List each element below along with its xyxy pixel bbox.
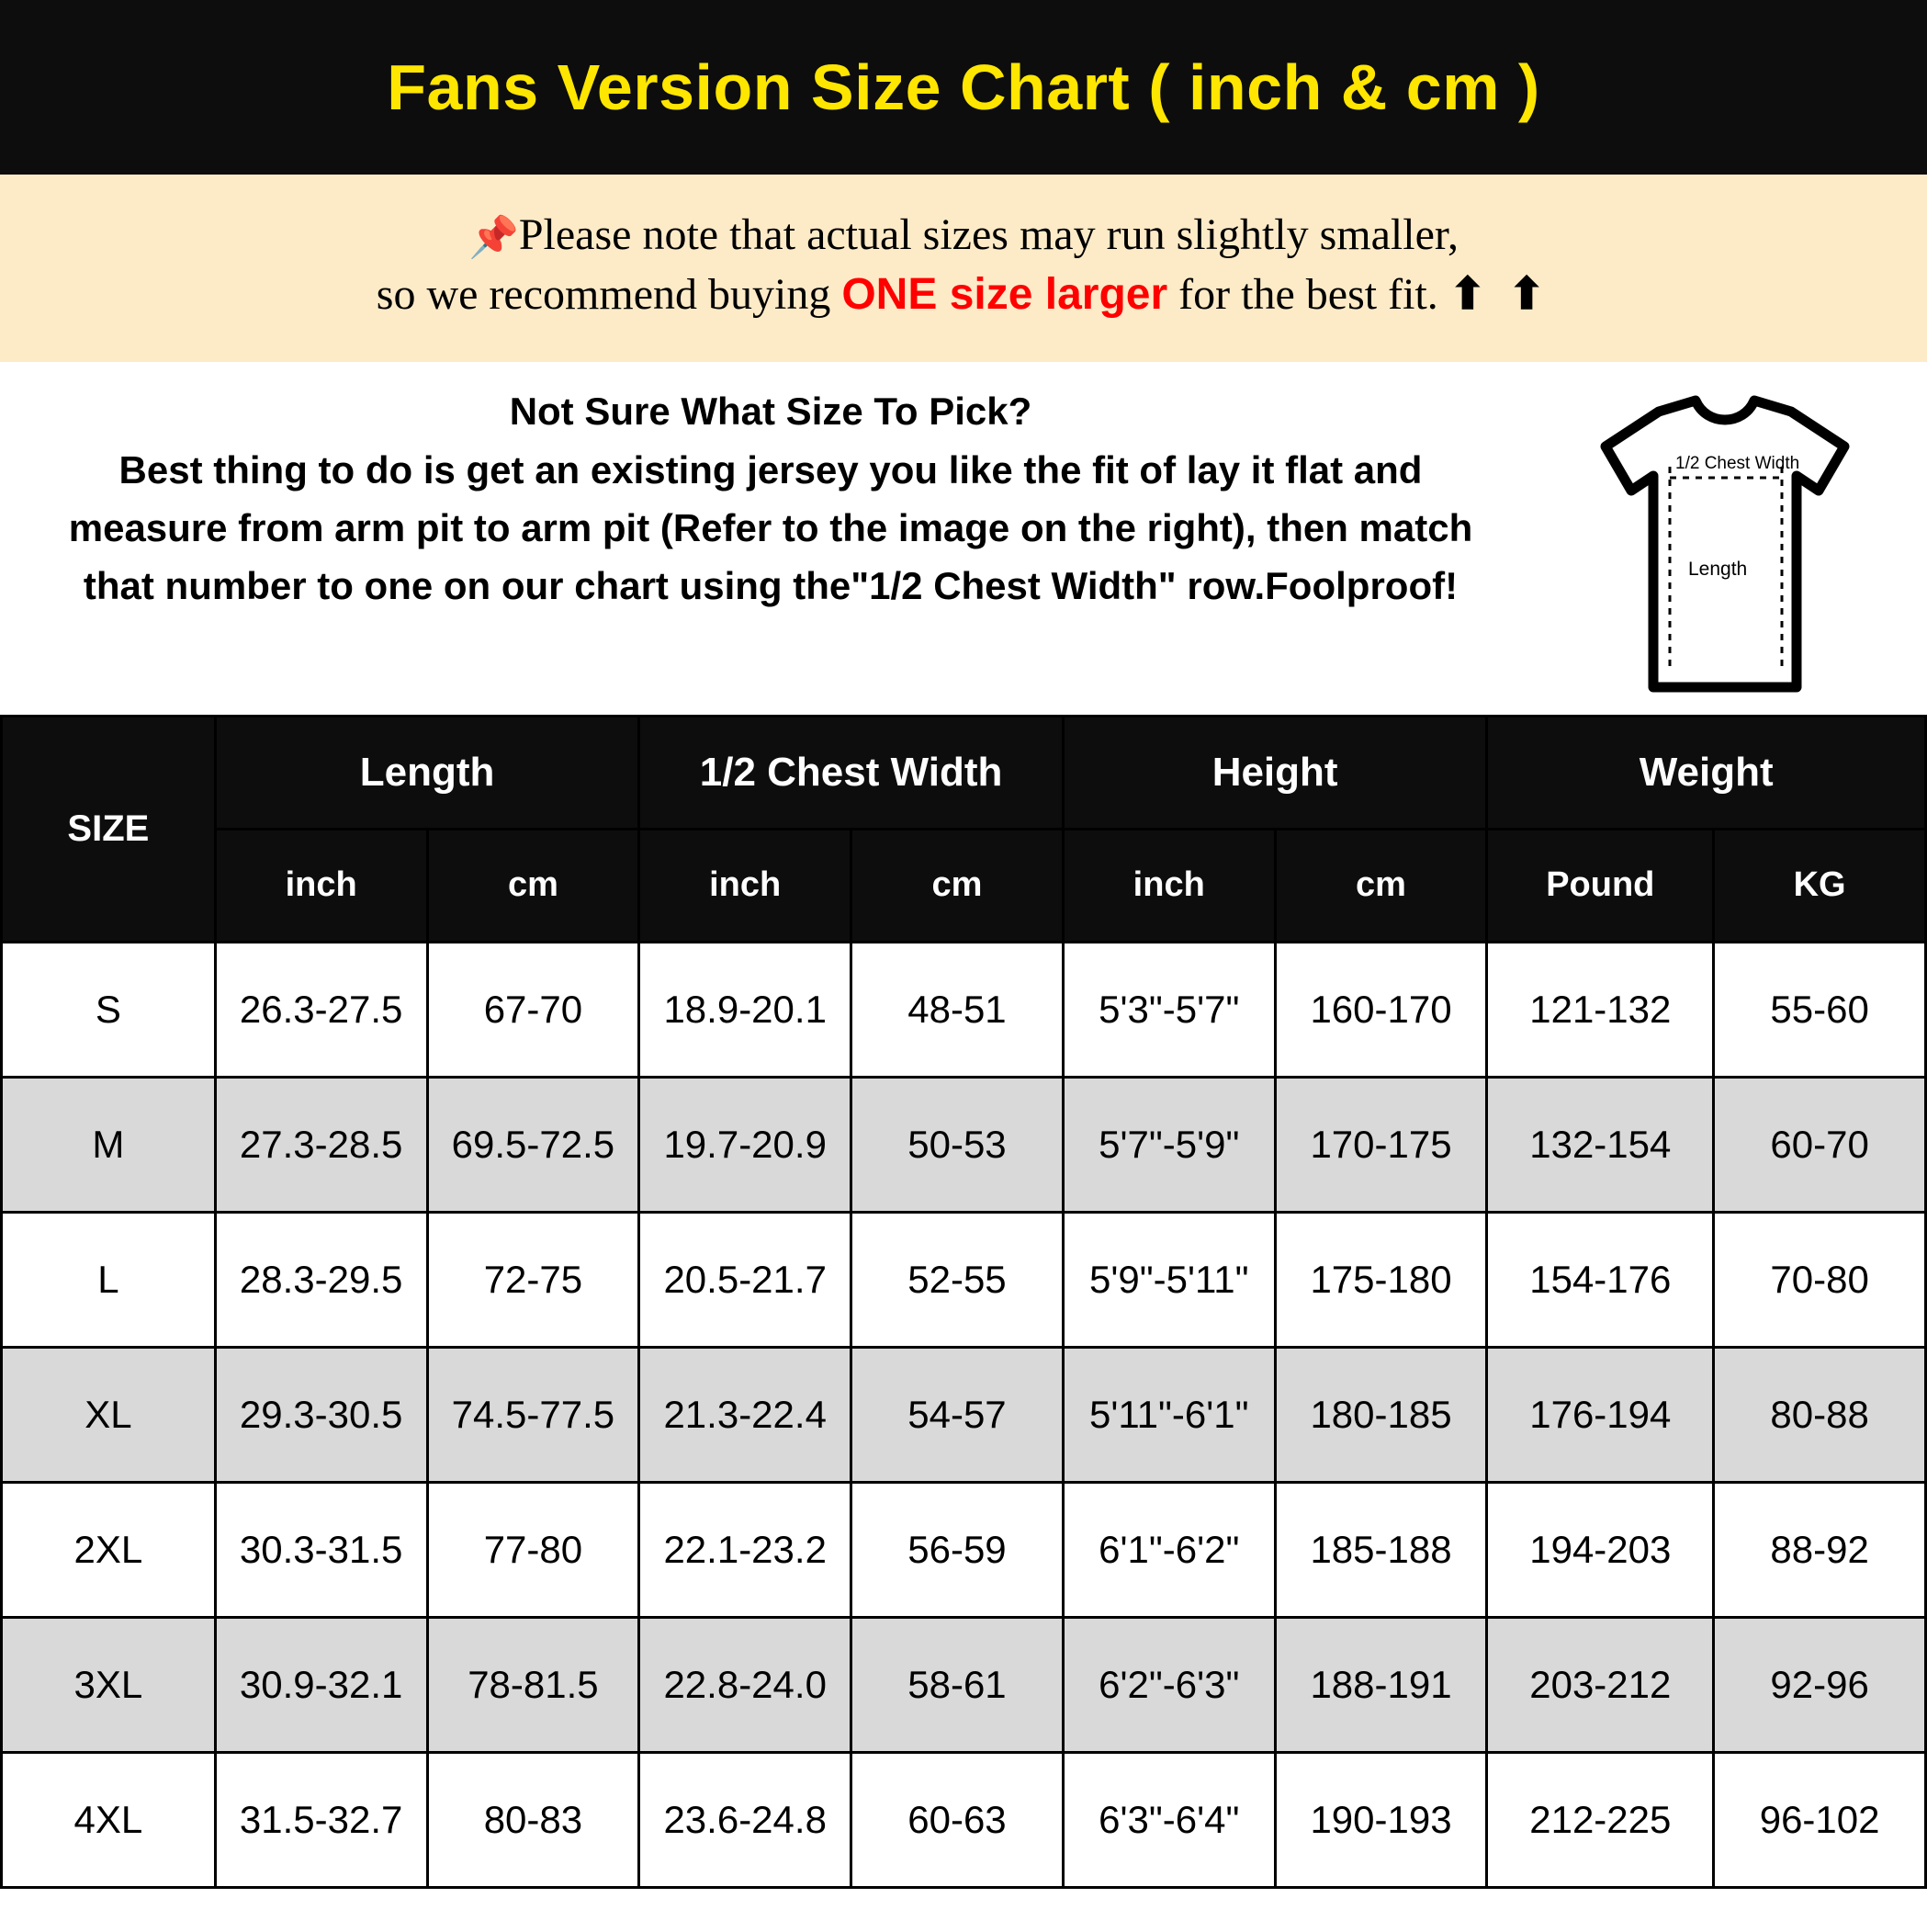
table-row: [2, 1617, 1926, 1752]
table-row: [2, 942, 1926, 1077]
info-body: Best thing to do is get an existing jersey you like the fit of lay it flat and measure from arm pit to arm pit (Refer to the image on the right), then match that number to one on our chart using the"1/2 Chest Width" row.Foolproof!: [68, 447, 1473, 607]
cell-chest-cm: 52-55: [851, 1212, 1064, 1347]
cell-length-inch: 27.3-28.5: [215, 1077, 427, 1212]
cell-weight-kg: 60-70: [1714, 1077, 1926, 1212]
cell-weight-kg: 80-88: [1714, 1347, 1926, 1482]
info-headline: Not Sure What Size To Pick?: [509, 389, 1032, 433]
cell-weight-kg: 55-60: [1714, 942, 1926, 1077]
subheader-length-inch: inch: [215, 829, 427, 942]
cell-length-inch: 29.3-30.5: [215, 1347, 427, 1482]
table-sub-header-row: [2, 829, 1926, 942]
cell-height-inch: 5'7"-5'9": [1063, 1077, 1275, 1212]
cell-height-inch: 6'2"-6'3": [1063, 1617, 1275, 1752]
cell-length-cm: 74.5-77.5: [427, 1347, 639, 1482]
cell-length-cm: 77-80: [427, 1482, 639, 1617]
cell-weight-pound: 212-225: [1487, 1752, 1714, 1887]
cell-length-inch: 28.3-29.5: [215, 1212, 427, 1347]
cell-height-inch: 6'3"-6'4": [1063, 1752, 1275, 1887]
table-row: [2, 1212, 1926, 1347]
cell-height-inch: 5'3"-5'7": [1063, 942, 1275, 1077]
cell-length-inch: 31.5-32.7: [215, 1752, 427, 1887]
header-chest-width: 1/2 Chest Width: [639, 716, 1064, 829]
note-text-2-before: so we recommend buying: [376, 269, 842, 319]
cell-length-cm: 69.5-72.5: [427, 1077, 639, 1212]
cell-length-cm: 80-83: [427, 1752, 639, 1887]
table-head: [2, 716, 1926, 942]
cell-weight-kg: 88-92: [1714, 1482, 1926, 1617]
cell-chest-inch: 21.3-22.4: [639, 1347, 851, 1482]
subheader-weight-pound: Pound: [1487, 829, 1714, 942]
cell-height-cm: 188-191: [1275, 1617, 1487, 1752]
header-length: Length: [215, 716, 639, 829]
size-chart-table: [0, 715, 1927, 1889]
header-weight: Weight: [1487, 716, 1926, 829]
subheader-length-cm: cm: [427, 829, 639, 942]
table-row: [2, 1077, 1926, 1212]
cell-height-inch: 5'11"-6'1": [1063, 1347, 1275, 1482]
info-text: [0, 390, 1523, 615]
cell-size: M: [2, 1077, 216, 1212]
cell-weight-pound: 203-212: [1487, 1617, 1714, 1752]
chest-width-label: 1/2 Chest Width: [1675, 453, 1800, 473]
cell-size: 3XL: [2, 1617, 216, 1752]
header-height: Height: [1063, 716, 1487, 829]
table-body: [2, 942, 1926, 1887]
cell-length-inch: 26.3-27.5: [215, 942, 427, 1077]
cell-weight-pound: 176-194: [1487, 1347, 1714, 1482]
cell-weight-kg: 96-102: [1714, 1752, 1926, 1887]
cell-chest-cm: 54-57: [851, 1347, 1064, 1482]
cell-chest-inch: 19.7-20.9: [639, 1077, 851, 1212]
cell-height-cm: 175-180: [1275, 1212, 1487, 1347]
length-label: Length: [1688, 558, 1748, 580]
arrow-up-icon: ⬆ ⬆: [1448, 269, 1551, 319]
cell-weight-pound: 121-132: [1487, 942, 1714, 1077]
cell-length-cm: 72-75: [427, 1212, 639, 1347]
note-text-1: Please note that actual sizes may run slightly smaller,: [518, 210, 1459, 259]
cell-weight-pound: 132-154: [1487, 1077, 1714, 1212]
cell-size: 2XL: [2, 1482, 216, 1617]
cell-chest-inch: 23.6-24.8: [639, 1752, 851, 1887]
cell-size: 4XL: [2, 1752, 216, 1887]
tshirt-diagram: [1523, 390, 1927, 698]
header-size: SIZE: [2, 716, 216, 942]
cell-chest-inch: 22.1-23.2: [639, 1482, 851, 1617]
cell-height-cm: 185-188: [1275, 1482, 1487, 1617]
cell-height-cm: 180-185: [1275, 1347, 1487, 1482]
subheader-weight-kg: KG: [1714, 829, 1926, 942]
note-text-2-after: for the best fit.: [1167, 269, 1438, 319]
table-group-header-row: [2, 716, 1926, 829]
cell-chest-cm: 58-61: [851, 1617, 1064, 1752]
cell-chest-cm: 60-63: [851, 1752, 1064, 1887]
cell-size: L: [2, 1212, 216, 1347]
table-row: [2, 1482, 1926, 1617]
cell-length-cm: 78-81.5: [427, 1617, 639, 1752]
table-row: [2, 1347, 1926, 1482]
cell-size: S: [2, 942, 216, 1077]
cell-size: XL: [2, 1347, 216, 1482]
cell-chest-inch: 18.9-20.1: [639, 942, 851, 1077]
cell-height-inch: 6'1"-6'2": [1063, 1482, 1275, 1617]
cell-height-cm: 160-170: [1275, 942, 1487, 1077]
cell-length-cm: 67-70: [427, 942, 639, 1077]
cell-length-inch: 30.3-31.5: [215, 1482, 427, 1617]
cell-height-cm: 190-193: [1275, 1752, 1487, 1887]
cell-chest-inch: 22.8-24.0: [639, 1617, 851, 1752]
cell-chest-inch: 20.5-21.7: [639, 1212, 851, 1347]
pushpin-icon: 📌: [468, 215, 519, 260]
cell-weight-pound: 194-203: [1487, 1482, 1714, 1617]
subheader-chest-cm: cm: [851, 829, 1064, 942]
note-emphasis: ONE size larger: [841, 269, 1168, 319]
cell-height-cm: 170-175: [1275, 1077, 1487, 1212]
subheader-height-cm: cm: [1275, 829, 1487, 942]
cell-weight-kg: 92-96: [1714, 1617, 1926, 1752]
cell-weight-kg: 70-80: [1714, 1212, 1926, 1347]
cell-weight-pound: 154-176: [1487, 1212, 1714, 1347]
cell-height-inch: 5'9"-5'11": [1063, 1212, 1275, 1347]
subheader-chest-inch: inch: [639, 829, 851, 942]
note-line-1: [28, 206, 1899, 266]
cell-chest-cm: 50-53: [851, 1077, 1064, 1212]
title-banner: [0, 0, 1927, 175]
page-title: Fans Version Size Chart ( inch & cm ): [387, 51, 1540, 123]
note-line-2: [28, 266, 1899, 325]
note-banner: [0, 175, 1927, 366]
cell-chest-cm: 48-51: [851, 942, 1064, 1077]
subheader-height-inch: inch: [1063, 829, 1275, 942]
tshirt-measurement-icon: [1541, 395, 1909, 698]
cell-length-inch: 30.9-32.1: [215, 1617, 427, 1752]
info-block: [0, 366, 1927, 715]
cell-chest-cm: 56-59: [851, 1482, 1064, 1617]
table-row: [2, 1752, 1926, 1887]
